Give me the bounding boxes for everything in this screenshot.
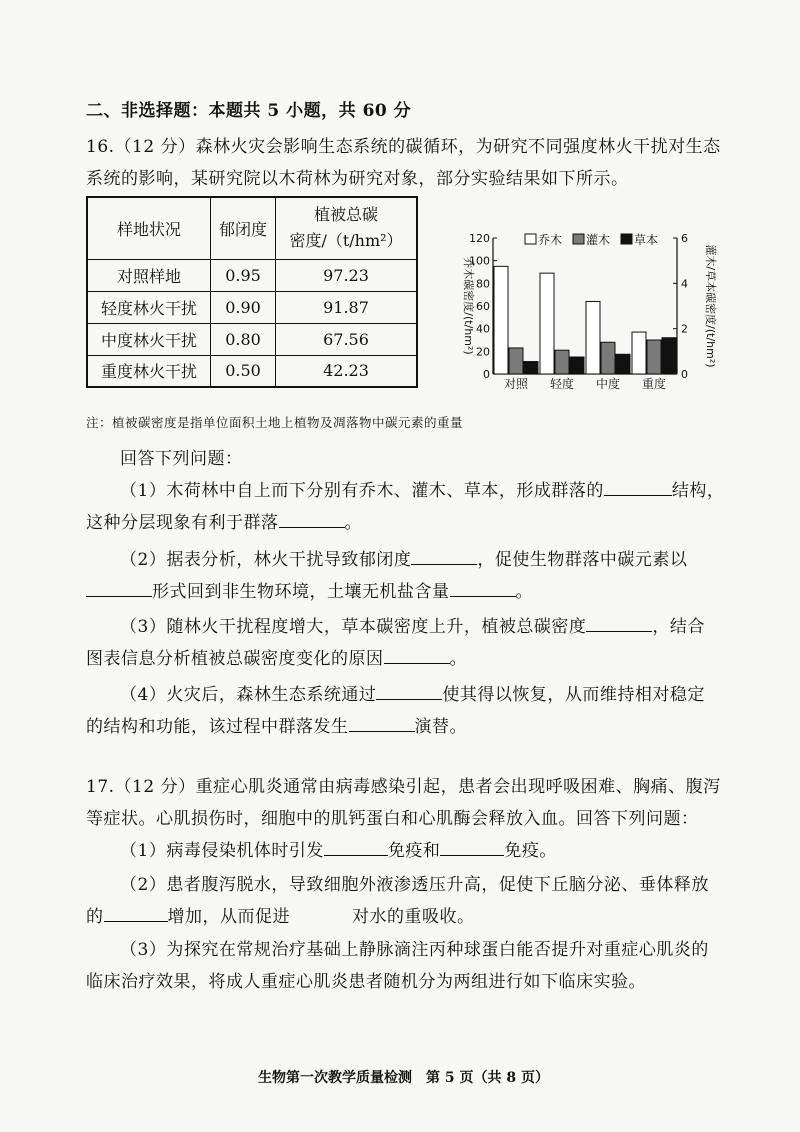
answer-blank[interactable] (324, 841, 388, 856)
table-row (87, 291, 417, 323)
section-title: 二、非选择题：本题共 5 小题，共 60 分 (86, 101, 412, 121)
table-cell-carbon: 91.87 (276, 291, 418, 323)
bar-灌木 (647, 340, 661, 374)
table-cell-carbon: 97.23 (276, 259, 418, 291)
table-row (87, 323, 417, 355)
table-header-canopy: 郁闭度 (211, 197, 276, 259)
table-cell-canopy: 0.50 (211, 355, 276, 387)
answer-blank[interactable] (604, 481, 672, 496)
q17-intro-line1: 17.（12 分）重症心肌炎通常由病毒感染引起，患者会出现呼吸困难、胸痛、腹泻 (86, 777, 721, 797)
q17-sub1-text-a: （1）病毒侵染机体时引发 (120, 841, 324, 861)
y-tick-label-left: 80 (476, 277, 490, 291)
y-tick-label-right: 0 (681, 368, 688, 381)
y-tick-label-right: 6 (681, 232, 688, 245)
answer-blank[interactable] (104, 907, 168, 922)
x-tick-label: 中度 (595, 377, 621, 391)
legend-label: 乔木 (538, 233, 563, 247)
bar-草本 (570, 357, 584, 374)
y-tick-label-left: 0 (483, 368, 490, 381)
bar-乔木 (632, 332, 646, 374)
answer-blank[interactable] (376, 685, 442, 700)
table-cell-site: 对照样地 (87, 259, 211, 291)
q17-sub2-line2 (86, 902, 475, 927)
table-header-carbon (276, 197, 418, 259)
q16-sub2-text-b: ，促使生物群落中碳元素以 (477, 550, 688, 570)
legend-label: 草本 (634, 233, 659, 247)
y-tick-label-left: 20 (476, 345, 490, 359)
q16-prompt: 回答下列问题： (120, 449, 243, 469)
q16-sub3-line2 (86, 644, 467, 669)
carbon-density-chart (445, 222, 725, 402)
q16-intro-line1: 16.（12 分）森林火灾会影响生态系统的碳循环，为研究不同强度林火干扰对生态 (86, 137, 721, 157)
q16-sub2-text-c: 形式回到非生物环境，土壤无机盐含量 (152, 582, 450, 602)
q16-sub3-text-c: 图表信息分析植被总碳密度变化的原因 (86, 649, 384, 669)
answer-blank[interactable] (411, 550, 477, 565)
q16-sub2-line2 (86, 577, 533, 602)
y-axis-label-left: 乔木碳密度/(t/hm²) (462, 257, 475, 355)
q16-sub3-text-b: ，结合 (652, 617, 705, 637)
q16-sub1-line1 (120, 476, 724, 501)
answer-blank[interactable] (384, 649, 450, 664)
answer-blank[interactable] (586, 617, 652, 632)
q16-sub4-text-c: 的结构和功能，该过程中群落发生 (86, 717, 349, 737)
bar-乔木 (540, 273, 554, 374)
q16-sub2-text-d: 。 (515, 582, 533, 602)
table-cell-site: 轻度林火干扰 (87, 291, 211, 323)
q16-sub4-text-b: 使其得以恢复，从而维持相对稳定 (442, 685, 705, 705)
table-cell-carbon: 42.23 (276, 355, 418, 387)
bar-草本 (524, 362, 538, 374)
q17-sub1-text-c: 免疫。 (504, 841, 557, 861)
q16-sub4-text-d: 演替。 (414, 717, 467, 737)
legend-swatch-灌木 (573, 234, 584, 244)
table-note: 注：植被碳密度是指单位面积土地上植物及凋落物中碳元素的重量 (86, 415, 464, 430)
carbon-density-table (86, 196, 418, 388)
q16-intro-line2: 系统的影响，某研究院以木荷林为研究对象，部分实验结果如下所示。 (86, 169, 629, 189)
table-cell-canopy: 0.80 (211, 323, 276, 355)
q17-sub3-line1: （3）为探究在常规治疗基础上静脉滴注丙种球蛋白能否提升对重症心肌炎的 (120, 940, 709, 960)
q17-sub1-text-b: 免疫和 (387, 841, 441, 861)
y-tick-label-right: 4 (681, 277, 688, 291)
q17-sub2-text-b: 的 (86, 907, 104, 927)
table-cell-canopy: 0.95 (211, 259, 276, 291)
bar-乔木 (494, 266, 508, 374)
bar-灌木 (601, 342, 615, 374)
bar-草本 (616, 354, 630, 374)
bar-草本 (662, 338, 676, 374)
q16-sub1-text-b: 结构， (671, 481, 725, 501)
bar-灌木 (509, 348, 523, 374)
bar-灌木 (555, 350, 569, 374)
q16-sub1-text-a: （1）木荷林中自上而下分别有乔木、灌木、草本，形成群落的 (120, 481, 604, 501)
y-tick-label-left: 100 (469, 254, 490, 268)
legend-label: 灌木 (586, 233, 611, 247)
table-header-carbon-line2: 密度/（t/hm²） (289, 231, 403, 251)
x-tick-label: 轻度 (549, 377, 575, 391)
answer-blank[interactable] (86, 582, 152, 597)
page-footer: 生物第一次教学质量检测 第 5 页（共 8 页） (258, 1070, 549, 1086)
q16-sub4-line1 (120, 680, 705, 705)
y-tick-label-right: 2 (681, 322, 688, 336)
answer-blank[interactable] (450, 582, 516, 597)
q17-sub2-line1: （2）患者腹泻脱水，导致细胞外液渗透压升高，促使下丘脑分泌、垂体释放 (120, 875, 709, 895)
q17-sub1 (120, 836, 557, 861)
q16-sub2-line1 (120, 545, 687, 570)
y-tick-label-left: 60 (476, 300, 490, 313)
q16-sub1-text-d: 。 (344, 513, 362, 533)
q17-intro-line2: 等症状。心肌损伤时，细胞中的肌钙蛋白和心肌酶会释放入血。回答下列问题： (86, 809, 699, 829)
q16-sub3-text-d: 。 (449, 649, 467, 669)
table-row (87, 355, 417, 387)
table-cell-canopy: 0.90 (211, 291, 276, 323)
legend-swatch-乔木 (525, 234, 536, 244)
q16-sub3-text-a: （3）随林火干扰程度增大，草本碳密度上升，植被总碳密度 (120, 617, 587, 637)
table-cell-carbon: 67.56 (276, 323, 418, 355)
answer-blank[interactable] (279, 513, 345, 528)
q16-sub2-text-a: （2）据表分析，林火干扰导致郁闭度 (120, 550, 412, 570)
x-tick-label: 重度 (641, 377, 667, 391)
y-axis-label-right: 灌木/草本碳密度/(t/hm²) (704, 244, 717, 368)
q17-sub3-line2: 临床治疗效果，将成人重症心肌炎患者随机分为两组进行如下临床实验。 (86, 972, 646, 992)
table-cell-site: 重度林火干扰 (87, 355, 211, 387)
q16-sub4-line2 (86, 712, 467, 737)
table-row (87, 259, 417, 291)
q16-sub3-line1 (120, 612, 705, 637)
y-tick-label-left: 120 (469, 232, 490, 245)
answer-blank[interactable] (440, 841, 504, 856)
y-tick-label-left: 40 (476, 322, 490, 336)
q16-sub1-line2 (86, 508, 362, 533)
x-tick-label: 对照 (503, 377, 529, 391)
q17-sub2-text-c: 增加，从而促进 (167, 907, 290, 927)
answer-blank[interactable] (349, 717, 415, 732)
table-cell-site: 中度林火干扰 (87, 323, 211, 355)
q17-sub2-text-d: 对水的重吸收。 (352, 907, 475, 927)
q16-sub1-text-c: 这种分层现象有利于群落 (86, 513, 279, 533)
table-header-carbon-line1: 植被总碳 (313, 205, 378, 225)
table-header-site: 样地状况 (87, 197, 211, 259)
q16-sub4-text-a: （4）火灾后，森林生态系统通过 (120, 685, 377, 705)
bar-乔木 (586, 301, 600, 374)
legend-swatch-草本 (621, 234, 632, 244)
